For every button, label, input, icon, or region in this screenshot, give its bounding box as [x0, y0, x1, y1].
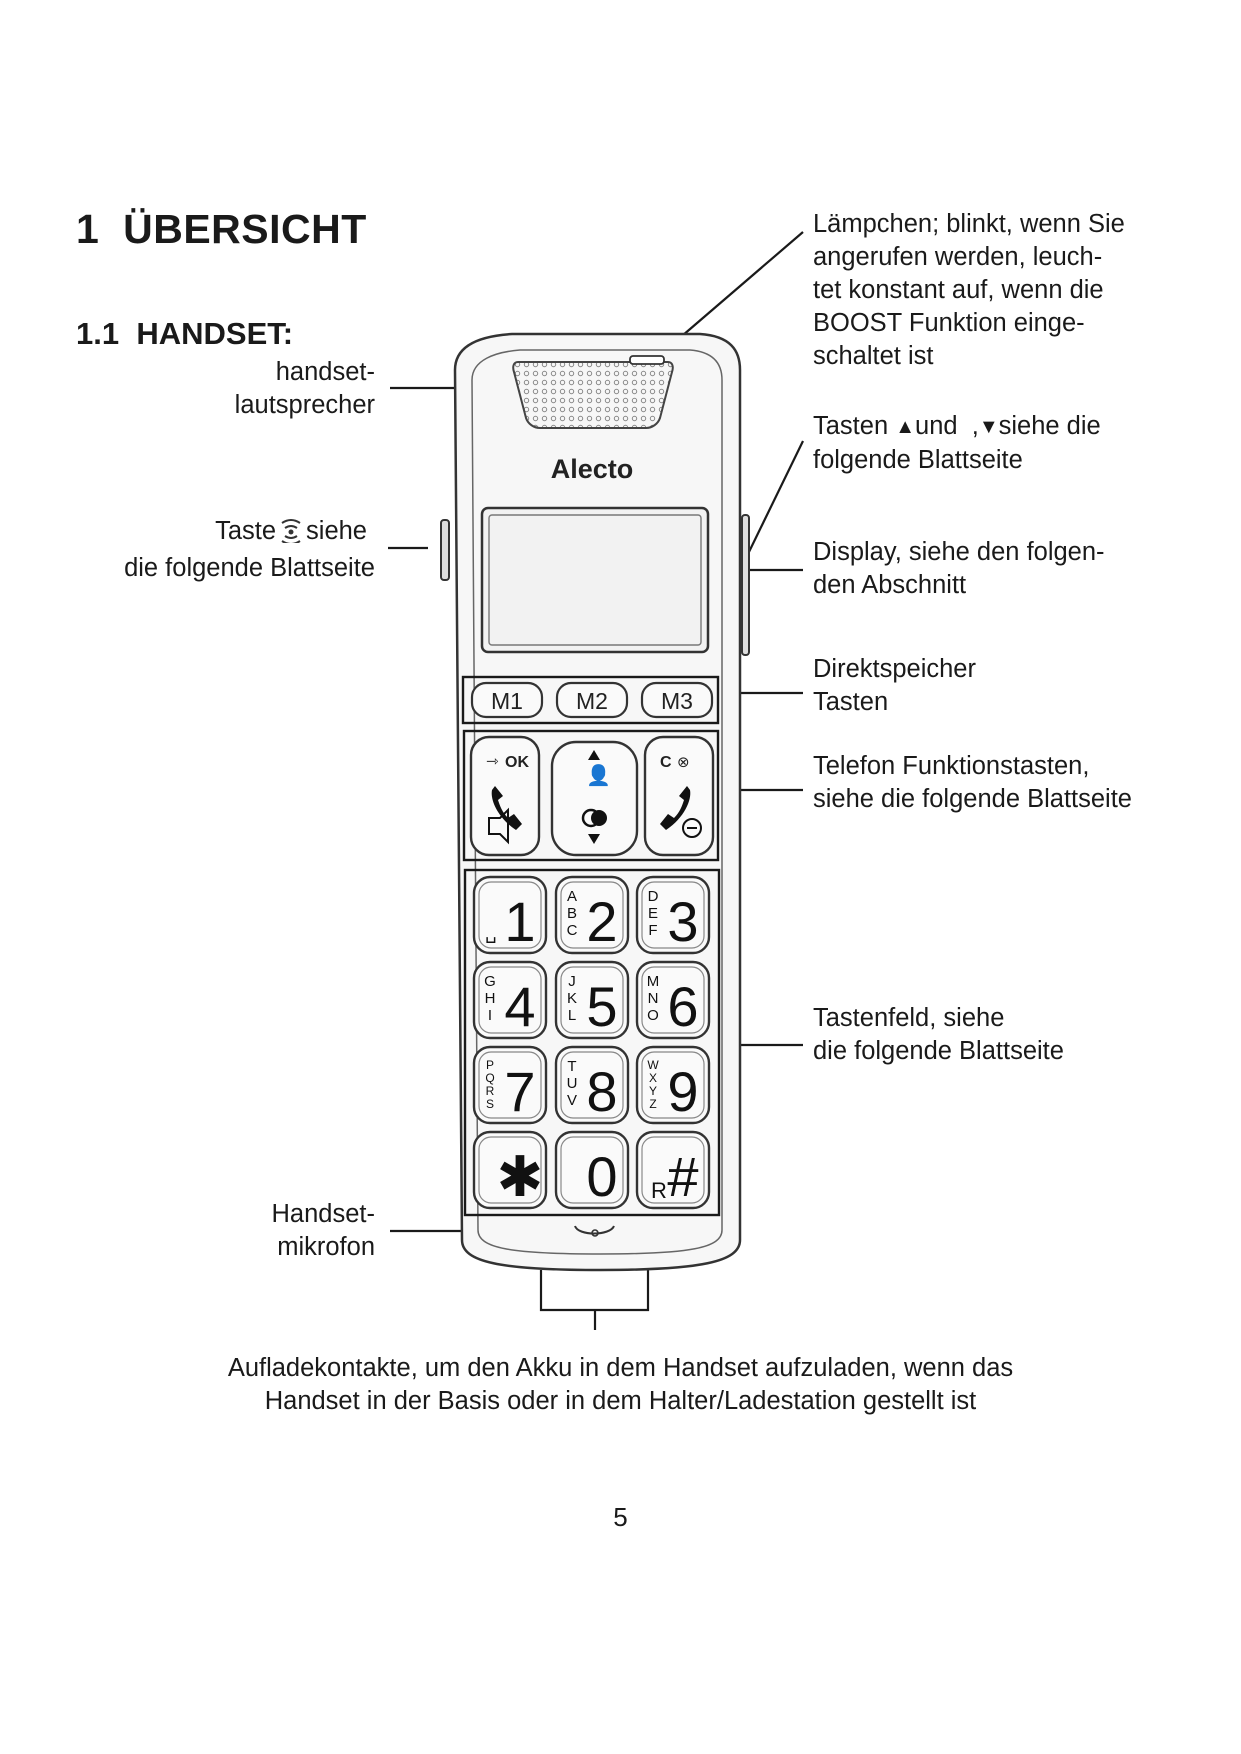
label-speaker-line2: lautsprecher — [234, 391, 375, 419]
ok-label: OK — [505, 754, 529, 771]
keypad-key-12[interactable] — [637, 1132, 709, 1208]
keypad-letter: Q — [485, 1071, 495, 1085]
label-lamp-line4: BOOST Funktion einge- — [813, 309, 1085, 337]
label-side-key — [124, 515, 375, 585]
label-lamp-line1: Lämpchen; blinkt, wenn Sie — [813, 210, 1125, 238]
keypad-key-9[interactable] — [637, 1047, 709, 1123]
keypad-letter: P — [485, 1058, 495, 1072]
keypad-digit: 7 — [504, 1060, 536, 1123]
label-memory-line1: Direktspeicher — [813, 655, 976, 683]
keypad-letter: U — [566, 1075, 578, 1092]
label-memory-line2: Tasten — [813, 688, 889, 716]
label-lamp — [813, 208, 1125, 373]
keypad-letter: X — [648, 1071, 658, 1085]
keypad-digit: 8 — [586, 1060, 618, 1123]
heading-number: 1 — [76, 206, 100, 252]
keypad-digit: ✱ — [496, 1145, 544, 1208]
keypad-letter: N — [647, 990, 659, 1007]
page-number: 5 — [613, 1502, 628, 1532]
keypad-letter: R — [485, 1084, 495, 1098]
keypad-digit: 6 — [667, 975, 699, 1038]
charging-contacts-note — [0, 1352, 1241, 1418]
keypad-key-3[interactable] — [637, 877, 709, 953]
keypad-key-4[interactable] — [474, 962, 546, 1038]
label-lamp-line2: angerufen werden, leuch- — [813, 243, 1103, 271]
subheading-number: 1.1 — [76, 316, 120, 351]
speaker-grill — [513, 356, 673, 428]
charging-note-line2: Handset in der Basis oder in dem Halter/Ladestation gestellt ist — [264, 1387, 977, 1415]
label-memory-keys — [813, 653, 976, 719]
keypad-letter: B — [566, 905, 578, 922]
charging-note-line1: Aufladekontakte, um den Akku in dem Handset aufzuladen, wenn das — [227, 1354, 1014, 1382]
keypad-digit: 0 — [586, 1145, 618, 1208]
contact-icon: 👤 — [586, 763, 611, 787]
memory-key-label: M1 — [491, 688, 523, 714]
label-microphone-line1: Handset- — [271, 1200, 375, 1228]
keypad-digit: 2 — [586, 890, 618, 953]
mute-icon: ⊗ — [677, 753, 690, 771]
label-volume-keys — [813, 410, 1101, 477]
keypad-letter: A — [566, 888, 578, 905]
label-lamp-line3: tet konstant auf, wenn die — [813, 276, 1104, 304]
keypad-letter: H — [484, 990, 496, 1007]
keypad-letter: O — [647, 1007, 659, 1024]
label-volume-comma: , — [971, 412, 979, 440]
label-keypad — [813, 1002, 1064, 1068]
keypad-key-2[interactable] — [556, 877, 628, 953]
keypad-letter: G — [484, 973, 496, 990]
clear-label: C — [660, 754, 672, 771]
label-keypad-line2: die folgende Blattseite — [813, 1037, 1064, 1065]
keypad-letter: M — [646, 973, 660, 990]
menu-arrow-icon: ⇾ — [486, 752, 499, 770]
keypad-digit: 3 — [667, 890, 699, 953]
label-display-line1: Display, siehe den folgen- — [813, 538, 1105, 566]
heading-title: ÜBERSICHT — [123, 206, 367, 252]
label-volume-middle: und — [915, 412, 958, 440]
label-keypad-line1: Tastenfeld, siehe — [813, 1004, 1005, 1032]
keypad-letter: F — [648, 922, 658, 939]
keypad-key-6[interactable] — [637, 962, 709, 1038]
keypad-letter: S — [485, 1097, 495, 1111]
label-lamp-line5: schaltet ist — [813, 342, 934, 370]
brand-logo: Alecto — [550, 454, 634, 484]
keypad-letter: Z — [649, 1097, 657, 1111]
keypad-digit: 4 — [504, 975, 536, 1038]
signal-wave-icon — [276, 517, 306, 552]
label-volume-prefix: Tasten — [813, 412, 889, 440]
label-function-keys — [813, 750, 1132, 816]
label-display — [813, 536, 1105, 602]
keypad-key-7[interactable] — [474, 1047, 546, 1123]
label-speaker-line1: handset- — [275, 358, 375, 386]
subheading-title: HANDSET: — [136, 316, 294, 351]
keypad-letter: T — [567, 1058, 577, 1075]
keypad-letters: R — [651, 1178, 667, 1203]
memory-key-m2[interactable] — [557, 683, 627, 717]
keypad-letter: I — [487, 1007, 493, 1024]
memory-key-label: M2 — [576, 688, 608, 714]
label-display-line2: den Abschnitt — [813, 571, 967, 599]
keypad-letter: E — [647, 905, 659, 922]
label-side-key-suffix: siehe — [306, 517, 367, 545]
keypad-letter: J — [568, 973, 576, 990]
keypad-digit: # — [667, 1145, 699, 1208]
keypad-letter: L — [567, 1007, 577, 1024]
keypad-digit: 5 — [586, 975, 618, 1038]
keypad-letter: W — [647, 1058, 659, 1072]
keypad-key-11[interactable] — [556, 1132, 628, 1208]
label-volume-suffix: siehe die — [998, 412, 1101, 440]
function-keys — [471, 737, 713, 855]
keypad-letter: V — [566, 1092, 578, 1109]
keypad-key-10[interactable] — [474, 1132, 546, 1208]
memory-key-label: M3 — [661, 688, 693, 714]
keypad-digit: 9 — [667, 1060, 699, 1123]
keypad-letter: C — [566, 922, 578, 939]
label-side-key-prefix: Taste — [215, 517, 277, 545]
keypad-key-8[interactable] — [556, 1047, 628, 1123]
label-side-key-line2: die folgende Blattseite — [124, 554, 375, 582]
memory-key-m1[interactable] — [472, 683, 542, 717]
keypad-key-1[interactable] — [474, 877, 546, 953]
up-triangle-icon: ▲ — [895, 416, 916, 438]
label-microphone-line2: mikrofon — [277, 1233, 375, 1261]
keypad-letter: Y — [648, 1084, 658, 1098]
label-microphone — [272, 1198, 375, 1264]
down-triangle-icon: ▼ — [978, 416, 999, 438]
display-screen — [482, 508, 708, 652]
keypad-letter: K — [566, 990, 578, 1007]
memory-key-m3[interactable] — [642, 683, 712, 717]
keypad-letters: ␣ — [485, 923, 497, 944]
label-volume-line2: folgende Blattseite — [813, 446, 1023, 474]
keypad-letter: D — [647, 888, 659, 905]
label-function-line1: Telefon Funktionstasten, — [813, 752, 1090, 780]
keypad-key-5[interactable] — [556, 962, 628, 1038]
label-speaker — [235, 356, 375, 422]
label-function-line2: siehe die folgende Blattseite — [813, 785, 1132, 813]
keypad-digit: 1 — [504, 890, 536, 953]
